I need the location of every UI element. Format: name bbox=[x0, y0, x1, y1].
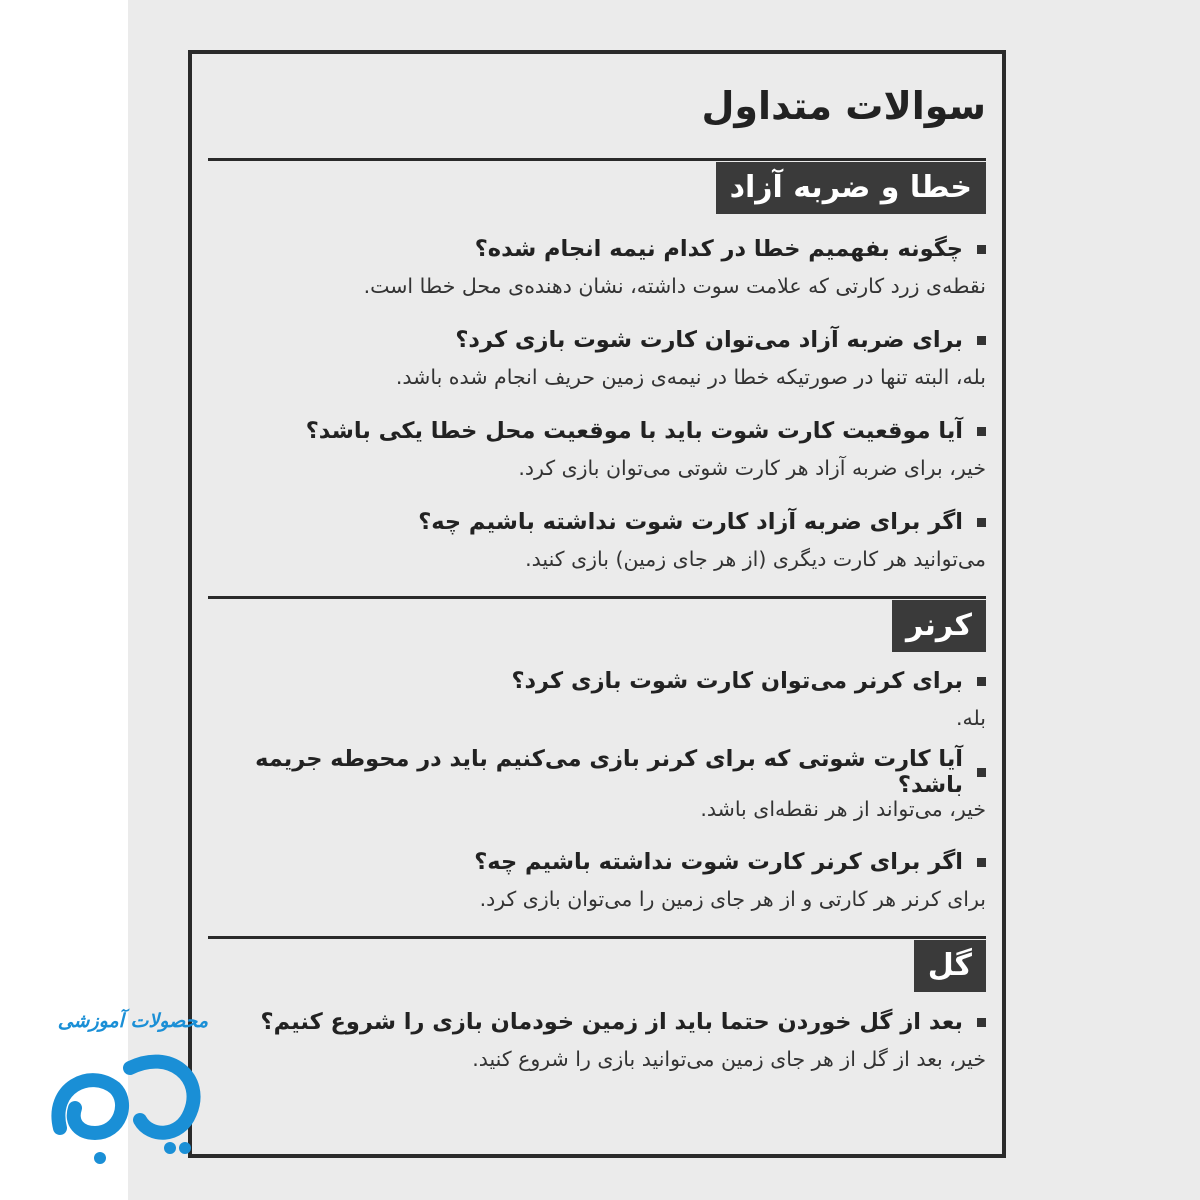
faq-item bbox=[216, 323, 986, 389]
bullet-icon bbox=[977, 245, 986, 254]
faq-answer: بله. bbox=[956, 706, 986, 730]
faq-answer: خیر، بعد از گل از هر جای زمین می‌توانید بازی را شروع کنید. bbox=[472, 1047, 986, 1071]
page-title: سوالات متداول bbox=[701, 84, 986, 128]
faq-item bbox=[216, 845, 986, 911]
faq-question: برای کرنر می‌توان کارت شوت بازی کرد؟ bbox=[216, 664, 986, 698]
faq-item bbox=[216, 664, 986, 730]
faq-question: اگر برای ضربه آزاد کارت شوت نداشته باشیم چه؟ bbox=[216, 505, 986, 539]
section-divider bbox=[208, 596, 986, 599]
section-heading-goal: گل bbox=[914, 940, 986, 992]
bullet-icon bbox=[977, 427, 986, 436]
faq-item bbox=[216, 232, 986, 298]
page-frame bbox=[188, 50, 1006, 1158]
faq-item bbox=[216, 414, 986, 480]
faq-answer: برای کرنر هر کارتی و از هر جای زمین را می‌توان بازی کرد. bbox=[479, 887, 986, 911]
bullet-icon bbox=[977, 518, 986, 527]
section-divider bbox=[208, 158, 986, 161]
faq-question: چگونه بفهمیم خطا در کدام نیمه انجام شده؟ bbox=[216, 232, 986, 266]
section-heading-fouls: خطا و ضربه آزاد bbox=[716, 162, 986, 214]
bullet-icon bbox=[977, 768, 986, 777]
faq-question: آیا موقعیت کارت شوت باید با موقعیت محل خطا یکی باشد؟ bbox=[216, 414, 986, 448]
faq-item bbox=[216, 746, 986, 821]
bullet-icon bbox=[977, 1018, 986, 1027]
faq-item bbox=[216, 1005, 986, 1071]
bullet-icon bbox=[977, 336, 986, 345]
watermark-caption: محصولات آموزشی bbox=[57, 1010, 208, 1032]
faq-question: برای ضربه آزاد می‌توان کارت شوت بازی کرد؟ bbox=[216, 323, 986, 357]
bullet-icon bbox=[977, 677, 986, 686]
faq-answer: خیر، برای ضربه آزاد هر کارت شوتی می‌توان بازی کرد. bbox=[518, 456, 986, 480]
faq-question: آیا کارت شوتی که برای کرنر بازی می‌کنیم باید در محوطه جریمه باشد؟ bbox=[216, 755, 986, 789]
brand-logo-icon bbox=[20, 1008, 220, 1168]
faq-question: اگر برای کرنر کارت شوت نداشته باشیم چه؟ bbox=[216, 845, 986, 879]
faq-answer: می‌توانید هر کارت دیگری (از هر جای زمین) بازی کنید. bbox=[525, 547, 986, 571]
section-heading-corner: کرنر bbox=[892, 600, 986, 652]
bullet-icon bbox=[977, 858, 986, 867]
faq-answer: بله، البته تنها در صورتیکه خطا در نیمه‌ی زمین حریف انجام شده باشد. bbox=[395, 365, 986, 389]
faq-item bbox=[216, 505, 986, 571]
section-divider bbox=[208, 936, 986, 939]
faq-answer: نقطه‌ی زرد کارتی که علامت سوت داشته، نشان دهنده‌ی محل خطا است. bbox=[363, 274, 986, 298]
faq-question: بعد از گل خوردن حتما باید از زمین خودمان بازی را شروع کنیم؟ bbox=[216, 1005, 986, 1039]
faq-answer: خیر، می‌تواند از هر نقطه‌ای باشد. bbox=[700, 797, 986, 821]
